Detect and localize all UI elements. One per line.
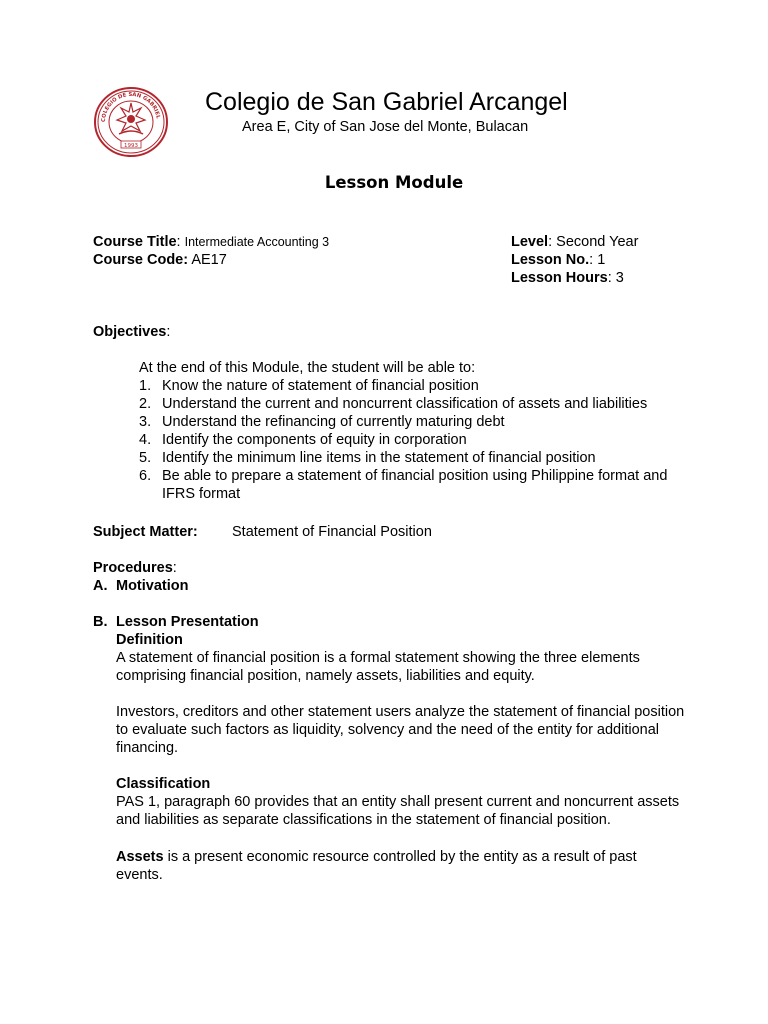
school-seal-logo	[93, 86, 169, 158]
lesson-no-row: Lesson No.: 1	[511, 252, 606, 268]
school-address: Area E, City of San Jose del Monte, Bulacan	[242, 119, 529, 135]
objectives-intro: At the end of this Module, the student will be able to:	[139, 360, 476, 376]
level-label: Level	[511, 234, 549, 250]
procedures-heading: Procedures:	[93, 560, 177, 576]
list-item: 1. Know the nature of statement of financial position	[139, 378, 479, 394]
seal-year: 1993	[124, 143, 138, 149]
list-item: 4. Identify the components of equity in corporation	[139, 432, 467, 448]
classification-paragraph: PAS 1, paragraph 60 provides that an entity shall present current and noncurrent assets and liabilities as separate classifications in the statement of financial position.	[116, 794, 680, 828]
procedure-b-letter: B.	[93, 614, 108, 630]
course-title-value: Intermediate Accounting 3	[184, 235, 330, 249]
procedure-b-label: Lesson Presentation	[116, 614, 259, 630]
lesson-hours-value: 3	[615, 270, 624, 286]
subject-matter-label: Subject Matter:	[93, 524, 198, 540]
lesson-hours-label: Lesson Hours	[511, 270, 608, 286]
lesson-no-label: Lesson No.	[511, 252, 590, 268]
definition-paragraph-1: A statement of financial position is a formal statement showing the three elements comprising financial position, namely assets, liabilities and equity.	[116, 650, 640, 684]
course-code-value: AE17	[191, 252, 227, 268]
procedure-a-letter: A.	[93, 578, 108, 594]
procedures-label: Procedures	[93, 560, 173, 576]
course-title-row: Course Title: Intermediate Accounting 3	[93, 234, 330, 250]
definition-paragraph-2: Investors, creditors and other statement users analyze the statement of financial position to evaluate such factors as liquidity, solvency and the need of the entity for additional financing.	[116, 704, 685, 756]
objectives-heading: Objectives:	[93, 324, 171, 340]
procedure-a-label: Motivation	[116, 578, 189, 594]
course-code-row	[93, 251, 227, 269]
assets-term: Assets	[116, 849, 164, 865]
subject-matter-value: Statement of Financial Position	[232, 524, 432, 540]
course-code-label: Course Code:	[93, 252, 189, 268]
level-row: Level: Second Year	[511, 234, 639, 250]
list-item: 3. Understand the refinancing of currently maturing debt	[139, 414, 505, 430]
classification-heading: Classification	[116, 776, 211, 792]
objectives-label: Objectives	[93, 324, 167, 340]
document-title: Lesson Module	[324, 173, 464, 192]
level-value: Second Year	[556, 234, 639, 250]
objectives-list	[139, 377, 702, 503]
school-name: Colegio de San Gabriel Arcangel	[205, 88, 568, 116]
lesson-hours-row: Lesson Hours: 3	[511, 270, 624, 286]
list-item: 5. Identify the minimum line items in the statement of financial position	[139, 450, 596, 466]
list-item: 6. Be able to prepare a statement of financial position using Philippine format and IFRS format	[139, 468, 668, 502]
lesson-no-value: 1	[597, 252, 606, 268]
list-item: 2. Understand the current and noncurrent classification of assets and liabilities	[139, 396, 648, 412]
assets-paragraph	[116, 848, 676, 884]
definition-heading: Definition	[116, 632, 183, 648]
assets-definition: is a present economic resource controlled by the entity as a result of past events.	[116, 849, 637, 883]
seal-text: COLEGIO DE SAN GABRIEL	[100, 91, 161, 123]
course-title-label: Course Title	[93, 234, 177, 250]
